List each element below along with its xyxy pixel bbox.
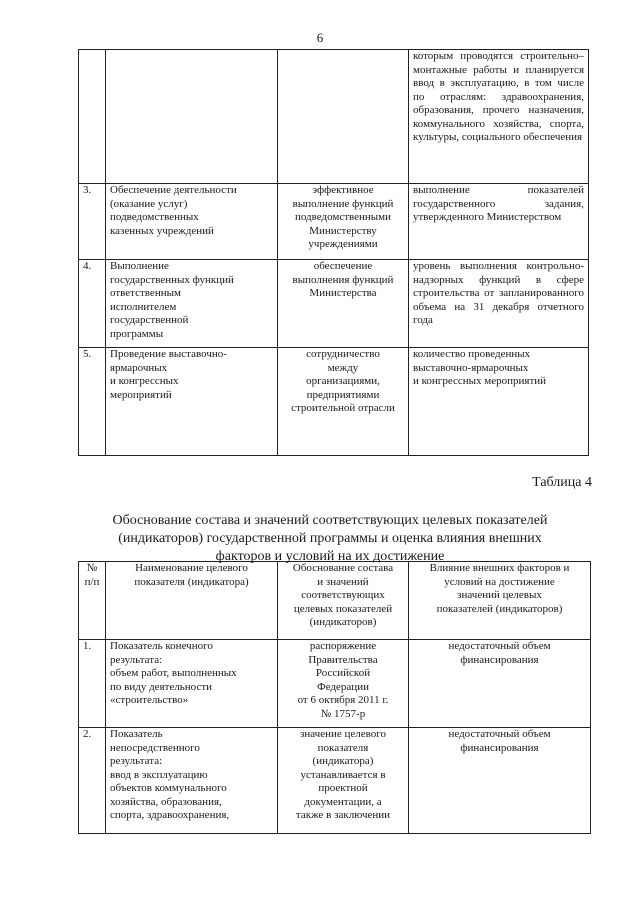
table-row <box>79 50 589 184</box>
row-number: 1. <box>79 640 106 728</box>
table-row <box>79 728 591 834</box>
row-number: 5. <box>79 348 106 456</box>
table-row <box>79 640 591 728</box>
measure-justification: сотрудничество между организациями, предприятиями строительной отрасли <box>278 348 409 456</box>
measure-indicator: уровень выполнения контрольно-надзорных функций в сфере строительства от запланированного объема на 31 декабря отчетного года <box>409 260 589 348</box>
measure-name: Проведение выставочно- ярмарочных и конгрессных мероприятий <box>106 348 278 456</box>
column-header-name: Наименование целевого показателя (индикатора) <box>106 562 278 640</box>
measure-justification: обеспечение выполнения функций Министерства <box>278 260 409 348</box>
indicator-justification: распоряжение Правительства Российской Федерации от 6 октября 2011 г. № 1757-р <box>278 640 409 728</box>
table-row <box>79 348 589 456</box>
targets-table-continued <box>78 49 589 456</box>
column-header-influence: Влияние внешних факторов и условий на достижение значений целевых показателей (индикаторов) <box>409 562 591 640</box>
external-factors: недостаточный объем финансирования <box>409 728 591 834</box>
measure-name <box>106 50 278 184</box>
page-number: 6 <box>316 30 324 45</box>
measure-indicator: которым проводятся строительно–монтажные работы и планируется ввод в эксплуатацию, в том числе по отраслям: здравоохранения, образования, прочего назначения, коммунального хозяйства, спорта, культуры, социального обеспечения <box>409 50 589 184</box>
target-indicators-table <box>78 561 591 834</box>
row-number: 3. <box>79 184 106 260</box>
indicator-name: Показатель непосредственного результата: ввод в эксплуатацию объектов коммунального хозяйства, образования, спорта, здравоохранения, <box>106 728 278 834</box>
measure-indicator: количество проведенных выставочно-ярмарочных и конгрессных мероприятий <box>409 348 589 456</box>
table-row <box>79 184 589 260</box>
table-title: Обоснование состава и значений соответствующих целевых показателей (индикаторов) государственной программы и оценка влияния внешних факторов и условий на их достижение <box>112 513 548 564</box>
table-row <box>79 260 589 348</box>
external-factors: недостаточный объем финансирования <box>409 640 591 728</box>
measure-justification <box>278 50 409 184</box>
measure-justification: эффективное выполнение функций подведомственными Министерству учреждениями <box>278 184 409 260</box>
indicator-justification: значение целевого показателя (индикатора) устанавливается в проектной документации, а также в заключении <box>278 728 409 834</box>
measure-indicator: выполнение показателей государственного задания, утвержденного Министерством <box>409 184 589 260</box>
column-header-number: № п/п <box>79 562 106 640</box>
table-header-row <box>79 562 591 640</box>
row-number: 2. <box>79 728 106 834</box>
measure-name: Выполнение государственных функций ответственным исполнителем государственной программы <box>106 260 278 348</box>
row-number: 4. <box>79 260 106 348</box>
table-caption: Таблица 4 <box>532 475 592 490</box>
column-header-justification: Обоснование состава и значений соответствующих целевых показателей (индикаторов) <box>278 562 409 640</box>
row-number <box>79 50 106 184</box>
measure-name: Обеспечение деятельности (оказание услуг) подведомственных казенных учреждений <box>106 184 278 260</box>
indicator-name: Показатель конечного результата: объем работ, выполненных по виду деятельности «строительство» <box>106 640 278 728</box>
